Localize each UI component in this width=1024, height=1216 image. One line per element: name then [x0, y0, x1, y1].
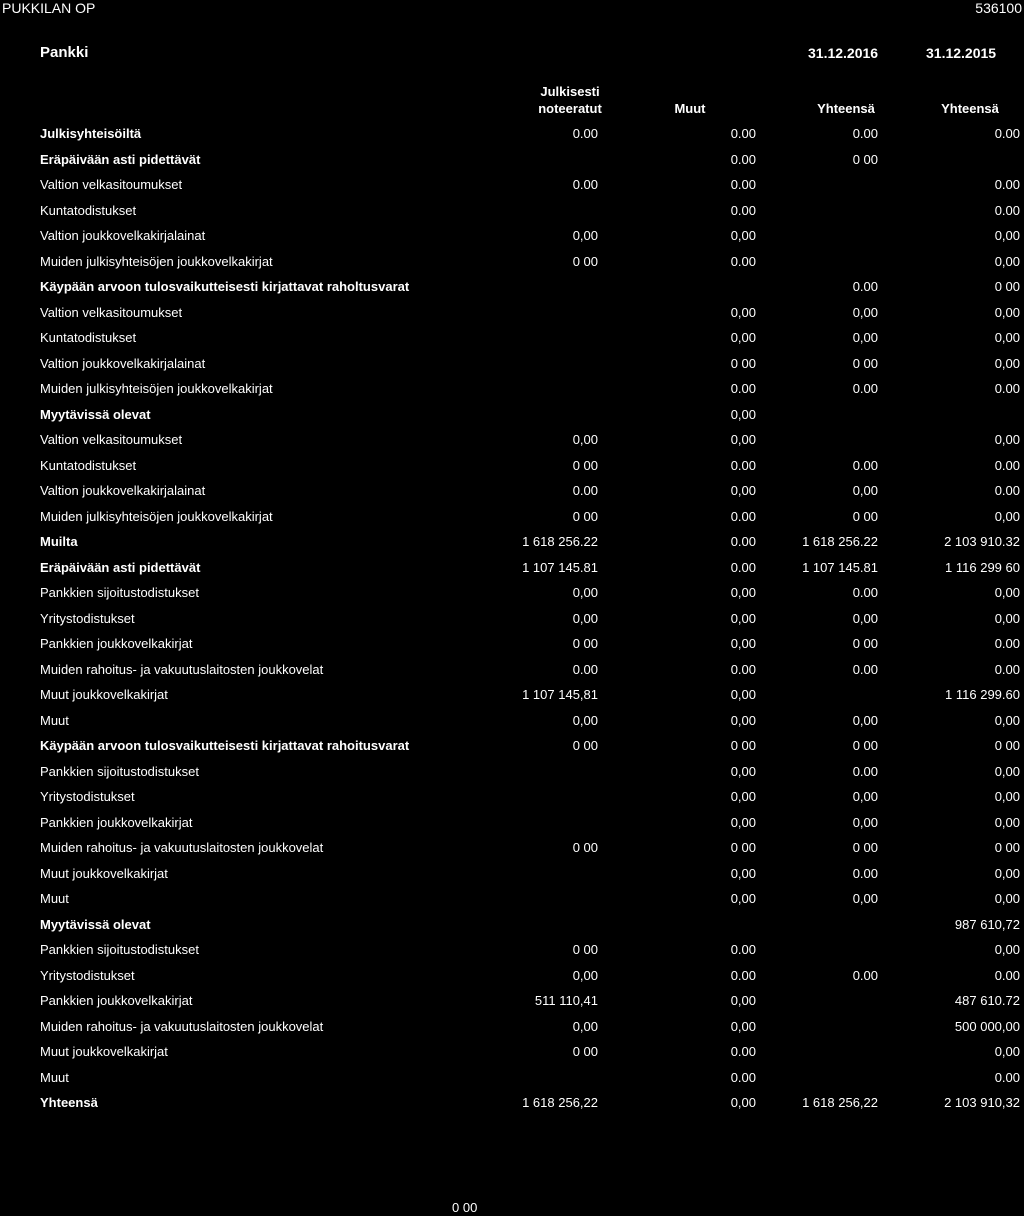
cell-c3: 0 00 — [852, 508, 878, 524]
table-row — [0, 760, 1024, 786]
cell-c1: 0,00 — [572, 585, 598, 600]
cell-c1: 0 00 — [572, 253, 598, 269]
row-label: Yritystodistukset — [40, 789, 135, 804]
cell-c1: 1 618 256.22 — [522, 534, 598, 549]
table-row — [0, 530, 1024, 556]
row-label: Muiden rahoitus- ja vakuutuslaitosten joukkovelat — [40, 840, 324, 855]
cell-c1: 0,00 — [572, 228, 598, 243]
column-header-listed-line2: noteeratut — [538, 101, 602, 116]
cell-c4: 0,00 — [994, 253, 1020, 269]
cell-c4: 0,00 — [994, 508, 1020, 524]
cell-c1: 1 107 145.81 — [522, 559, 598, 575]
cell-c1: 0.00 — [572, 177, 598, 192]
cell-c2: 0.00 — [730, 202, 756, 218]
row-label: Muut joukkovelkakirjat — [40, 865, 168, 881]
row-label: Pankkien sijoitustodistukset — [40, 942, 199, 957]
cell-c1: 0 00 — [572, 636, 598, 651]
cell-c2: 0.00 — [730, 967, 756, 983]
row-label: Myytävissä olevat — [40, 916, 151, 932]
cell-c3: 0.00 — [852, 865, 878, 881]
cell-c1: 1 618 256,22 — [522, 1095, 598, 1110]
row-label: Käypään arvoon tulosvaikutteisesti kirjattavat rahoitusvarat — [40, 738, 410, 753]
cell-c4: 0.00 — [994, 202, 1020, 218]
row-label: Eräpäivään asti pidettävät — [40, 151, 201, 167]
footer-value: 0 00 — [452, 1200, 478, 1215]
date-current: 31.12.2016 — [808, 45, 879, 61]
cell-c4: 0 00 — [994, 840, 1020, 855]
cell-c2: 0,00 — [730, 432, 756, 447]
cell-c2: 0,00 — [730, 712, 756, 728]
cell-c4: 487 610.72 — [954, 993, 1020, 1008]
cell-c1: 0,00 — [572, 967, 598, 983]
cell-c3: 0 00 — [852, 355, 878, 371]
cell-c4: 0,00 — [994, 610, 1020, 626]
cell-c2: 0.00 — [730, 661, 756, 677]
table-row — [0, 964, 1024, 990]
table-row — [0, 224, 1024, 250]
cell-c2: 0.00 — [730, 1044, 756, 1059]
cell-c3: 1 107 145.81 — [802, 559, 878, 575]
date-previous: 31.12.2015 — [926, 45, 997, 61]
table-row — [0, 199, 1024, 225]
table-row — [0, 301, 1024, 327]
cell-c2: 0.00 — [730, 1069, 756, 1085]
cell-c4: 0.00 — [994, 483, 1020, 498]
table-row — [0, 148, 1024, 174]
organization-name: PUKKILAN OP — [2, 0, 96, 16]
row-label: Kuntatodistukset — [40, 202, 137, 218]
cell-c4: 0,00 — [994, 712, 1020, 728]
cell-c2: 0,00 — [730, 814, 756, 830]
cell-c1: 1 107 145,81 — [522, 687, 598, 702]
cell-c2: 0.00 — [730, 559, 756, 575]
table-row — [0, 275, 1024, 301]
cell-c2: 0.00 — [730, 381, 756, 396]
cell-c2: 0 00 — [730, 355, 756, 371]
cell-c2: 0,00 — [730, 406, 756, 422]
cell-c2: 0,00 — [730, 610, 756, 626]
table-row — [0, 658, 1024, 684]
cell-c2: 0.00 — [730, 253, 756, 269]
cell-c3: 0,00 — [852, 814, 878, 830]
cell-c1: 0 00 — [572, 508, 598, 524]
cell-c1: 0,00 — [572, 432, 598, 447]
table-row — [0, 1091, 1024, 1117]
table-row — [0, 989, 1024, 1015]
row-label: Muiden rahoitus- ja vakuutuslaitosten joukkovelat — [40, 1018, 324, 1034]
row-label: Valtion joukkovelkakirjalainat — [40, 483, 206, 498]
cell-c2: 0,00 — [730, 585, 756, 600]
cell-c3: 0,00 — [852, 330, 878, 345]
cell-c4: 0,00 — [994, 865, 1020, 881]
cell-c4: 0 00 — [994, 279, 1020, 294]
row-label: Pankkien joukkovelkakirjat — [40, 814, 193, 830]
table-row — [0, 887, 1024, 913]
cell-c2: 0.00 — [730, 534, 756, 549]
row-label: Käypään arvoon tulosvaikutteisesti kirjattavat raholtusvarat — [40, 279, 410, 294]
row-label: Valtion joukkovelkakirjalainat — [40, 228, 206, 243]
cell-c4: 0,00 — [994, 891, 1020, 906]
cell-c4: 0.00 — [994, 1069, 1020, 1085]
table-row — [0, 862, 1024, 888]
row-label: Muut — [40, 712, 69, 728]
cell-c4: 0,00 — [994, 789, 1020, 804]
cell-c2: 0,00 — [730, 330, 756, 345]
cell-c3: 0 00 — [852, 636, 878, 651]
cell-c2: 0 00 — [730, 738, 756, 753]
cell-c4: 0,00 — [994, 355, 1020, 371]
cell-c1: 0 00 — [572, 840, 598, 855]
cell-c4: 987 610,72 — [954, 916, 1020, 932]
cell-c4: 0,00 — [994, 942, 1020, 957]
cell-c3: 1 618 256,22 — [802, 1095, 878, 1110]
row-label: Muiden julkisyhteisöjen joukkovelkakirjat — [40, 253, 273, 269]
row-label: Pankkien joukkovelkakirjat — [40, 993, 193, 1008]
cell-c1: 0 00 — [572, 942, 598, 957]
table-row — [0, 709, 1024, 735]
cell-c4: 0.00 — [994, 636, 1020, 651]
cell-c4: 2 103 910,32 — [944, 1095, 1020, 1110]
cell-c4: 0,00 — [994, 763, 1020, 779]
cell-c3: 0.00 — [852, 661, 878, 677]
table-row — [0, 1040, 1024, 1066]
row-label: Valtion velkasitoumukset — [40, 177, 183, 192]
cell-c2: 0,00 — [730, 891, 756, 906]
cell-c2: 0.00 — [730, 508, 756, 524]
cell-c4: 0.00 — [994, 661, 1020, 677]
cell-c4: 1 116 299.60 — [945, 687, 1020, 702]
row-label: Muiden julkisyhteisöjen joukkovelkakirjat — [40, 508, 273, 524]
table-row — [0, 836, 1024, 862]
cell-c2: 0,00 — [730, 304, 756, 320]
table-row — [0, 632, 1024, 658]
cell-c1: 511 110,41 — [534, 993, 598, 1008]
column-header-total-current: Yhteensä — [817, 101, 875, 116]
cell-c2: 0,00 — [730, 1018, 756, 1034]
cell-c2: 0,00 — [730, 763, 756, 779]
row-label: Valtion velkasitoumukset — [40, 432, 183, 447]
cell-c2: 0,00 — [730, 636, 756, 651]
organization-code: 536100 — [975, 0, 1022, 16]
table-row — [0, 683, 1024, 709]
row-label: Muiden julkisyhteisöjen joukkovelkakirjat — [40, 381, 273, 396]
cell-c3: 0,00 — [852, 483, 878, 498]
table-row — [0, 454, 1024, 480]
cell-c2: 0,00 — [730, 789, 756, 804]
table-row — [0, 556, 1024, 582]
cell-c4: 2 103 910.32 — [944, 534, 1020, 549]
table-row — [0, 173, 1024, 199]
row-label: Yhteensä — [40, 1095, 98, 1110]
cell-c3: 0.00 — [852, 381, 878, 396]
table-row — [0, 607, 1024, 633]
cell-c2: 0,00 — [730, 483, 756, 498]
row-label: Muut — [40, 891, 69, 906]
row-label: Yritystodistukset — [40, 610, 135, 626]
cell-c4: 0.00 — [994, 381, 1020, 396]
cell-c3: 0 00 — [852, 840, 878, 855]
cell-c3: 1 618 256.22 — [802, 534, 878, 549]
column-header-listed — [510, 83, 630, 117]
row-label: Valtion joukkovelkakirjalainat — [40, 355, 206, 371]
table-row — [0, 122, 1024, 148]
cell-c3: 0.00 — [852, 126, 878, 141]
cell-c3: 0.00 — [852, 967, 878, 983]
cell-c3: 0 00 — [852, 738, 878, 753]
cell-c3: 0,00 — [852, 789, 878, 804]
cell-c1: 0 00 — [572, 1044, 598, 1059]
cell-c1: 0 00 — [572, 738, 598, 753]
table-row — [0, 1015, 1024, 1041]
row-label: Pankkien sijoitustodistukset — [40, 763, 199, 779]
row-label: Kuntatodistukset — [40, 457, 137, 473]
cell-c3: 0.00 — [852, 279, 878, 294]
table-row — [0, 1066, 1024, 1092]
page-title: Pankki — [40, 44, 89, 61]
row-label: Muiden rahoitus- ja vakuutuslaitosten joukkovelat — [40, 661, 324, 677]
row-label: Muut — [40, 1069, 69, 1085]
row-label: Muilta — [40, 534, 78, 549]
cell-c2: 0 00 — [730, 840, 756, 855]
row-label: Muut joukkovelkakirjat — [40, 687, 168, 702]
row-label: Myytävissä olevat — [40, 406, 151, 422]
cell-c4: 1 116 299 60 — [945, 559, 1020, 575]
table-row — [0, 428, 1024, 454]
cell-c4: 0,00 — [994, 814, 1020, 830]
row-label: Kuntatodistukset — [40, 330, 137, 345]
cell-c2: 0.00 — [730, 177, 756, 192]
table-row — [0, 352, 1024, 378]
cell-c3: 0.00 — [852, 585, 878, 600]
row-label: Eräpäivään asti pidettävät — [40, 559, 201, 575]
row-label: Valtion velkasitoumukset — [40, 304, 183, 320]
cell-c2: 0.00 — [730, 151, 756, 167]
cell-c4: 0 00 — [994, 738, 1020, 753]
column-header-listed-line1: Julkisesti — [540, 84, 600, 99]
cell-c1: 0,00 — [572, 712, 598, 728]
cell-c3: 0,00 — [852, 891, 878, 906]
cell-c1: 0 00 — [572, 457, 598, 473]
cell-c4: 0,00 — [994, 432, 1020, 447]
cell-c1: 0,00 — [572, 1018, 598, 1034]
cell-c1: 0.00 — [572, 126, 598, 141]
cell-c2: 0,00 — [730, 687, 756, 702]
table-row — [0, 250, 1024, 276]
table-row — [0, 326, 1024, 352]
cell-c4: 0,00 — [994, 304, 1020, 320]
cell-c4: 0,00 — [994, 330, 1020, 345]
cell-c4: 0.00 — [994, 457, 1020, 473]
table-row — [0, 505, 1024, 531]
row-label: Muut joukkovelkakirjat — [40, 1044, 168, 1059]
cell-c3: 0 00 — [852, 151, 878, 167]
cell-c4: 0,00 — [994, 1044, 1020, 1059]
row-label: Pankkien sijoitustodistukset — [40, 585, 199, 600]
table-row — [0, 785, 1024, 811]
cell-c1: 0.00 — [572, 661, 598, 677]
table-row — [0, 811, 1024, 837]
cell-c2: 0,00 — [730, 228, 756, 243]
cell-c3: 0,00 — [852, 712, 878, 728]
cell-c3: 0,00 — [852, 610, 878, 626]
cell-c2: 0.00 — [730, 457, 756, 473]
cell-c1: 0.00 — [572, 483, 598, 498]
cell-c3: 0,00 — [852, 304, 878, 320]
cell-c4: 0,00 — [994, 585, 1020, 600]
column-header-total-previous: Yhteensä — [941, 101, 999, 116]
row-label: Julkisyhteisöiltä — [40, 126, 142, 141]
cell-c2: 0,00 — [730, 865, 756, 881]
row-label: Yritystodistukset — [40, 967, 135, 983]
table-row — [0, 734, 1024, 760]
cell-c4: 0.00 — [994, 126, 1020, 141]
cell-c3: 0.00 — [852, 763, 878, 779]
table-row — [0, 581, 1024, 607]
column-header-other: Muut — [674, 101, 706, 116]
cell-c2: 0,00 — [730, 1095, 756, 1110]
cell-c2: 0,00 — [730, 993, 756, 1008]
table-row — [0, 479, 1024, 505]
cell-c2: 0.00 — [730, 942, 756, 957]
table-body — [0, 122, 1024, 1117]
cell-c4: 500 000,00 — [954, 1018, 1020, 1034]
cell-c4: 0.00 — [994, 177, 1020, 192]
row-label: Pankkien joukkovelkakirjat — [40, 636, 193, 651]
cell-c2: 0.00 — [730, 126, 756, 141]
cell-c3: 0.00 — [852, 457, 878, 473]
table-row — [0, 377, 1024, 403]
cell-c4: 0.00 — [994, 967, 1020, 983]
table-row — [0, 913, 1024, 939]
cell-c4: 0,00 — [994, 228, 1020, 243]
table-row — [0, 938, 1024, 964]
cell-c1: 0,00 — [572, 610, 598, 626]
table-row — [0, 403, 1024, 429]
